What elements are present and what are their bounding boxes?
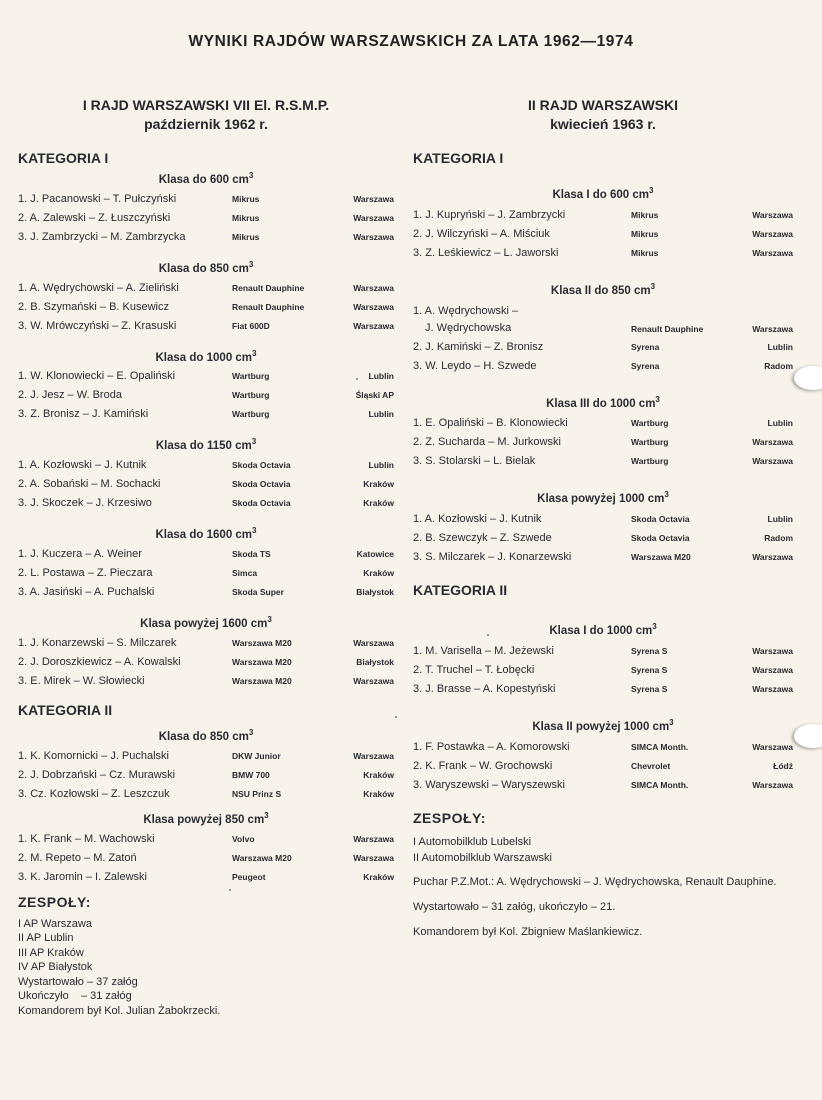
crew-names: 2. J. Dobrzański – Cz. Murawski — [18, 768, 176, 781]
club-city: Lublin — [368, 460, 394, 471]
page-title: WYNIKI RAJDÓW WARSZAWSKICH ZA LATA 1962—1974 — [188, 33, 634, 50]
team-line: I AP Warszawa — [18, 917, 92, 930]
car-model: Skoda Octavia — [232, 479, 291, 490]
car-model: Warszawa M20 — [232, 675, 292, 686]
class-heading — [413, 622, 793, 637]
club-city: Warszawa — [353, 212, 394, 223]
result-row — [18, 389, 394, 408]
club-city: Warszawa — [353, 320, 394, 331]
paper-speck — [356, 378, 358, 380]
team-line: III AP Kraków — [18, 946, 84, 959]
commander-line: Komandorem był Kol. Julian Żabokrzecki. — [18, 1004, 221, 1017]
class-heading — [18, 728, 394, 743]
class-unit-exponent: 3 — [252, 348, 257, 358]
car-model: Renault Dauphine — [232, 301, 305, 312]
commander-line: Komandorem był Kol. Zbigniew Maślankiewicz. — [413, 925, 643, 938]
result-row — [18, 852, 394, 871]
crew-names: 2. B. Szymański – B. Kusewicz — [18, 300, 169, 313]
crew-names: 1. K. Frank – M. Wachowski — [18, 832, 155, 845]
class-heading — [413, 718, 793, 733]
right-column — [413, 96, 793, 940]
result-row — [18, 478, 394, 497]
car-model: SIMCA Month. — [631, 779, 689, 790]
result-row — [413, 645, 793, 664]
car-model: Renault Dauphine — [631, 323, 704, 334]
car-model: DKW Junior — [232, 750, 281, 761]
car-model: Wartburg — [232, 409, 270, 420]
result-row — [18, 212, 394, 231]
club-city: Kraków — [363, 498, 394, 509]
class-heading — [18, 349, 394, 364]
class-unit-exponent: 3 — [652, 622, 657, 632]
result-row — [18, 282, 394, 301]
teams-heading: ZESPOŁY: — [413, 809, 486, 826]
result-row — [18, 656, 394, 675]
club-city: Warszawa — [752, 456, 793, 467]
class-name: Klasa I do 1000 cm — [549, 625, 653, 638]
category-heading: KATEGORIA I — [18, 150, 109, 166]
club-city: Warszawa — [353, 675, 394, 686]
result-row — [18, 497, 394, 516]
club-city: Kraków — [363, 568, 394, 579]
club-city: Warszawa — [353, 193, 394, 204]
category-heading: KATEGORIA II — [413, 582, 508, 599]
club-city: Kraków — [363, 769, 394, 780]
result-row — [413, 683, 793, 702]
result-row — [413, 760, 793, 779]
club-city: Warszawa — [752, 209, 793, 220]
crew-names: 2. J. Doroszkiewicz – A. Kowalski — [18, 655, 181, 668]
club-city: Lublin — [368, 371, 394, 382]
crew-names: 1. A. Wędrychowski – A. Zieliński — [18, 281, 179, 294]
result-row — [413, 360, 793, 379]
club-city: Warszawa — [752, 741, 793, 752]
club-city: Warszawa — [353, 231, 394, 242]
crew-names: 1. J. Kuczera – A. Weiner — [18, 548, 142, 561]
teams-list — [413, 834, 793, 866]
crew-names: 2. B. Szewczyk – Z. Szwede — [413, 532, 552, 545]
crew-names: 2. L. Postawa – Z. Pieczara — [18, 567, 153, 580]
crew-names: 1. M. Varisella – M. Jeżewski — [413, 645, 555, 658]
club-city: Warszawa — [353, 852, 394, 863]
class-heading — [18, 615, 394, 630]
club-city: Warszawa — [752, 779, 793, 790]
club-city: Lublin — [767, 341, 793, 352]
class-unit-exponent: 3 — [248, 171, 254, 180]
club-city: Warszawa — [353, 750, 394, 761]
car-model: Renault Dauphine — [232, 282, 305, 293]
car-model: Syrena — [631, 341, 660, 352]
crew-names: 3. Z. Bronisz – J. Kamiński — [18, 408, 149, 421]
result-row — [18, 833, 394, 852]
crew-names: 1. A. Kozłowski – J. Kutnik — [413, 513, 542, 526]
class-name: Klasa II powyżej 1000 cm — [532, 720, 670, 733]
car-model: Syrena S — [631, 646, 668, 657]
car-model: Fiat 600D — [232, 320, 270, 331]
car-model: Syrena S — [631, 684, 668, 695]
start-count: Wystartowało – 37 załóg — [18, 975, 138, 988]
class-name: Klasa do 1150 cm — [155, 440, 252, 453]
crew-names: 2. J. Jesz – W. Broda — [18, 389, 122, 402]
result-row — [18, 459, 394, 478]
car-model: Wartburg — [232, 390, 270, 401]
crew-names: 3. J. Skoczek – J. Krzesiwo — [18, 497, 152, 510]
crew-names: 1. J. Konarzewski – S. Milczarek — [18, 636, 177, 649]
category-2-results — [413, 622, 793, 798]
result-row — [413, 551, 793, 570]
result-row — [413, 779, 793, 798]
club-city: Radom — [764, 360, 793, 371]
team-line: I Automobilklub Lubelski — [413, 835, 532, 848]
club-city: Białystok — [356, 587, 394, 598]
club-city: Warszawa — [752, 437, 793, 448]
teams-list — [18, 917, 394, 1019]
club-city: Kraków — [363, 871, 394, 882]
crew-names: 2. T. Truchel – T. Łobęcki — [413, 664, 535, 677]
result-row — [413, 209, 793, 228]
paper-speck — [229, 889, 231, 891]
crew-names: 2. K. Frank – W. Grochowski — [413, 759, 553, 772]
class-unit-exponent: 3 — [251, 437, 257, 447]
club-city: Łódź — [773, 760, 793, 771]
rally-date: kwiecień 1963 r. — [550, 116, 656, 132]
result-row — [413, 247, 793, 266]
class-unit-exponent: 3 — [267, 615, 272, 625]
car-model: Mikrus — [232, 193, 260, 204]
result-row — [18, 370, 394, 389]
crew-names: 3. K. Jaromin – I. Zalewski — [18, 870, 147, 883]
club-city: Warszawa — [752, 552, 793, 563]
car-model: Skoda TS — [232, 549, 271, 560]
car-model: Wartburg — [631, 418, 669, 429]
crew-names: 1. J. Kupryński – J. Zambrzycki — [413, 208, 566, 221]
car-model: Warszawa M20 — [232, 656, 292, 667]
result-row — [18, 193, 394, 212]
class-heading — [18, 437, 394, 452]
cup-line: Puchar P.Z.Mot.: A. Wędrychowski – J. Wędrychowska, Renault Dauphine. — [413, 875, 777, 888]
category-2-results — [18, 728, 394, 890]
club-city: Katowice — [356, 549, 394, 560]
club-city: Warszawa — [752, 646, 793, 657]
car-model: Skoda Octavia — [631, 514, 690, 525]
result-row — [18, 567, 394, 586]
car-model: Skoda Super — [232, 587, 284, 598]
class-heading — [18, 811, 394, 826]
crew-names: 1. E. Opaliński – B. Klonowiecki — [413, 417, 568, 430]
crew-names: 3. S. Stolarski – L. Bielak — [413, 455, 536, 468]
category-heading: KATEGORIA I — [413, 150, 504, 166]
class-heading — [413, 282, 793, 297]
result-row — [18, 231, 394, 250]
class-unit-exponent: 3 — [264, 810, 269, 820]
result-row — [18, 871, 394, 890]
crew-names: 2. A. Sobański – M. Sochacki — [18, 478, 161, 491]
class-name: Klasa powyżej 850 cm — [143, 813, 265, 826]
club-city: Warszawa — [752, 323, 793, 334]
crew-names-continued: J. Wędrychowska — [425, 321, 512, 334]
class-heading — [18, 260, 394, 275]
class-unit-exponent: 3 — [248, 727, 254, 737]
crew-names: 1. J. Pacanowski – T. Pułczyński — [18, 192, 177, 205]
class-unit-exponent: 3 — [649, 186, 654, 195]
crew-names: 3. A. Jasiński – A. Puchalski — [18, 586, 155, 599]
class-heading — [18, 526, 394, 541]
car-model: Chevrolet — [631, 760, 671, 771]
crew-names: 3. S. Milczarek – J. Konarzewski — [413, 551, 572, 564]
car-model: BMW 700 — [232, 769, 270, 780]
crew-names: 1. F. Postawka – A. Komorowski — [413, 740, 570, 753]
class-name: Klasa do 850 cm — [158, 262, 249, 275]
car-model: Mikrus — [631, 228, 659, 239]
club-city: Kraków — [363, 479, 394, 490]
class-name: Klasa do 600 cm — [158, 173, 249, 186]
class-unit-exponent: 3 — [664, 490, 669, 500]
class-unit-exponent: 3 — [669, 718, 674, 728]
result-row — [18, 586, 394, 605]
car-model: Mikrus — [232, 231, 260, 242]
team-line: II Automobilklub Warszawski — [413, 851, 552, 864]
crew-names: 1. A. Kozłowski – J. Kutnik — [18, 459, 147, 472]
crew-names: 3. Cz. Kozłowski – Z. Leszczuk — [18, 787, 170, 800]
team-line: IV AP Białystok — [18, 961, 93, 974]
club-city: Kraków — [363, 788, 394, 799]
result-row — [18, 788, 394, 807]
class-unit-exponent: 3 — [248, 259, 254, 269]
rally-date: październik 1962 r. — [144, 116, 268, 132]
crew-names: 3. J. Brasse – A. Kopestyński — [413, 683, 556, 696]
result-row — [413, 228, 793, 247]
result-row — [18, 637, 394, 656]
crew-names: 3. Waryszewski – Waryszewski — [413, 778, 565, 791]
car-model: Skoda Octavia — [631, 533, 690, 544]
rally-title: I RAJD WARSZAWSKI VII El. R.S.M.P. — [82, 97, 330, 113]
class-name: Klasa do 850 cm — [158, 730, 249, 743]
club-city: Śląski AP — [355, 390, 394, 401]
car-model: Syrena S — [631, 665, 668, 676]
club-city: Warszawa — [353, 833, 394, 844]
club-city: Białystok — [356, 656, 394, 667]
class-unit-exponent: 3 — [655, 394, 660, 404]
teams-heading: ZESPOŁY: — [18, 893, 91, 910]
class-heading — [18, 171, 394, 186]
crew-names: 1. W. Klonowiecki – E. Opaliński — [18, 370, 176, 383]
crew-names: 3. J. Zambrzycki – M. Zambrzycka — [18, 230, 186, 243]
car-model: Warszawa M20 — [232, 852, 292, 863]
club-city: Lublin — [368, 409, 394, 420]
crew-names: 3. W. Leydo – H. Szwede — [413, 359, 537, 372]
result-row — [413, 305, 793, 341]
class-heading — [413, 186, 793, 201]
result-row — [413, 741, 793, 760]
class-unit-exponent: 3 — [650, 281, 656, 291]
crew-names: 3. W. Mrówczyński – Z. Krasuski — [18, 319, 177, 332]
binder-hole — [794, 366, 822, 390]
result-row — [413, 532, 793, 551]
crew-names: 2. J. Wilczyński – A. Miściuk — [413, 227, 550, 240]
result-row — [18, 320, 394, 339]
team-line: II AP Lublin — [18, 932, 74, 945]
result-row — [18, 675, 394, 694]
class-name: Klasa powyżej 1600 cm — [140, 617, 268, 630]
club-city: Warszawa — [752, 228, 793, 239]
club-city: Lublin — [767, 418, 793, 429]
rally-title: II RAJD WARSZAWSKI — [527, 97, 679, 113]
finish-count: Ukończyło – 31 załóg — [18, 990, 132, 1003]
car-model: Wartburg — [631, 437, 669, 448]
result-row — [18, 301, 394, 320]
result-row — [18, 750, 394, 769]
club-city: Warszawa — [353, 301, 394, 312]
crew-names: 1. K. Komornicki – J. Puchalski — [18, 749, 170, 762]
class-unit-exponent: 3 — [252, 526, 257, 536]
car-model: Skoda Octavia — [232, 498, 291, 509]
car-model: Mikrus — [232, 212, 260, 223]
crew-names: 2. J. Kamiński – Z. Bronisz — [413, 340, 544, 353]
class-name: Klasa powyżej 1000 cm — [537, 493, 665, 506]
class-name: Klasa II do 850 cm — [550, 284, 651, 297]
left-column — [18, 96, 394, 1018]
car-model: Mikrus — [631, 247, 659, 258]
crew-names: 2. A. Zalewski – Z. Łuszczyński — [18, 211, 171, 224]
paper-speck — [395, 716, 397, 718]
club-city: Warszawa — [752, 684, 793, 695]
result-row — [413, 455, 793, 474]
car-model: Wartburg — [631, 456, 669, 467]
category-1-results — [18, 171, 394, 694]
car-model: Wartburg — [232, 371, 270, 382]
club-city: Warszawa — [752, 247, 793, 258]
crew-names: 1. A. Wędrychowski – — [413, 304, 519, 317]
crew-names: 2. M. Repeto – M. Zatoń — [18, 851, 137, 864]
class-name: Klasa I do 600 cm — [552, 188, 650, 201]
car-model: Mikrus — [631, 209, 659, 220]
crew-names: 3. Z. Leśkiewicz – L. Jaworski — [413, 246, 559, 259]
paper-speck — [487, 634, 489, 636]
club-city: Radom — [764, 533, 793, 544]
result-row — [18, 548, 394, 567]
category-heading: KATEGORIA II — [18, 701, 113, 718]
result-row — [18, 408, 394, 427]
car-model: SIMCA Month. — [631, 741, 689, 752]
class-heading — [413, 490, 793, 505]
crew-names: 2. Z. Sucharda – M. Jurkowski — [413, 436, 561, 449]
class-name: Klasa III do 1000 cm — [546, 397, 656, 410]
start-finish-line: Wystartowało – 31 załóg, ukończyło – 21. — [413, 900, 616, 913]
car-model: NSU Prinz S — [232, 788, 282, 799]
car-model: Volvo — [232, 833, 255, 844]
class-name: Klasa do 1600 cm — [155, 529, 253, 542]
car-model: Syrena — [631, 360, 660, 371]
club-city: Warszawa — [353, 282, 394, 293]
club-city: Lublin — [767, 514, 793, 525]
result-row — [18, 769, 394, 788]
class-heading — [413, 395, 793, 410]
car-model: Warszawa M20 — [232, 637, 292, 648]
result-row — [413, 436, 793, 455]
car-model: Simca — [232, 568, 258, 579]
car-model: Skoda Octavia — [232, 460, 291, 471]
category-1-results — [413, 186, 793, 570]
result-row — [413, 417, 793, 436]
binder-hole — [794, 724, 822, 748]
class-name: Klasa do 1000 cm — [155, 351, 253, 364]
crew-names: 3. E. Mirek – W. Słowiecki — [18, 674, 145, 687]
result-row — [413, 664, 793, 683]
car-model: Warszawa M20 — [631, 552, 691, 563]
result-row — [413, 341, 793, 360]
club-city: Warszawa — [752, 665, 793, 676]
car-model: Peugeot — [232, 871, 266, 882]
club-city: Warszawa — [353, 637, 394, 648]
result-row — [413, 513, 793, 532]
